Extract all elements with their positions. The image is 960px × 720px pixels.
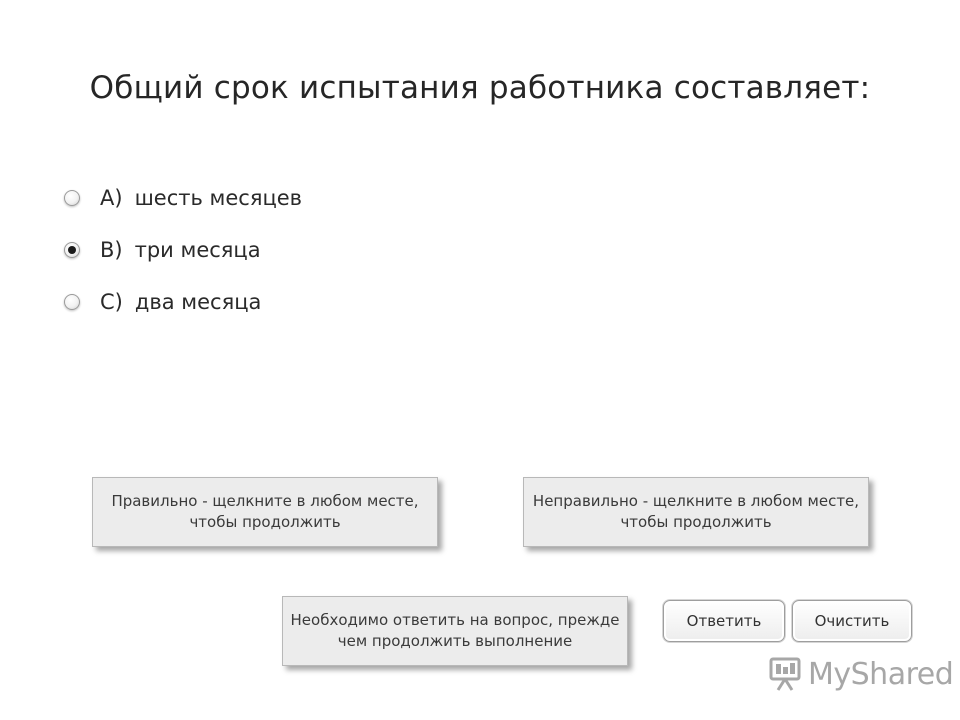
submit-button[interactable]: Ответить	[663, 600, 785, 642]
radio-c-icon[interactable]	[64, 294, 80, 310]
myshared-logo	[768, 654, 953, 694]
radio-b-icon[interactable]	[64, 242, 80, 258]
logo-text: MyShared	[808, 656, 954, 692]
feedback-required-text: Необходимо ответить на вопрос, прежде чем продолжить выполнение	[290, 611, 620, 650]
option-b-text: три месяца	[134, 238, 261, 262]
feedback-incorrect-text: Неправильно - щелкните в любом месте, чтобы продолжить	[532, 492, 860, 531]
feedback-correct[interactable]	[92, 477, 438, 547]
feedback-required[interactable]	[282, 596, 628, 666]
option-a-text: шесть месяцев	[134, 186, 303, 210]
presentation-board-icon	[768, 656, 802, 692]
feedback-incorrect[interactable]	[523, 477, 869, 547]
feedback-correct-text: Правильно - щелкните в любом месте, чтобы продолжить	[111, 492, 419, 531]
radio-a-icon[interactable]	[64, 190, 80, 206]
option-a-letter: A)	[100, 186, 123, 210]
option-c[interactable]	[64, 276, 302, 328]
option-b-letter: B)	[100, 238, 123, 262]
question-title: Общий срок испытания работника составляет:	[89, 70, 871, 106]
option-c-letter: C)	[100, 290, 123, 314]
answer-options	[64, 172, 302, 328]
option-b[interactable]	[64, 224, 302, 276]
clear-button[interactable]: Очистить	[792, 600, 912, 642]
option-c-text: два месяца	[134, 290, 262, 314]
option-a[interactable]	[64, 172, 302, 224]
